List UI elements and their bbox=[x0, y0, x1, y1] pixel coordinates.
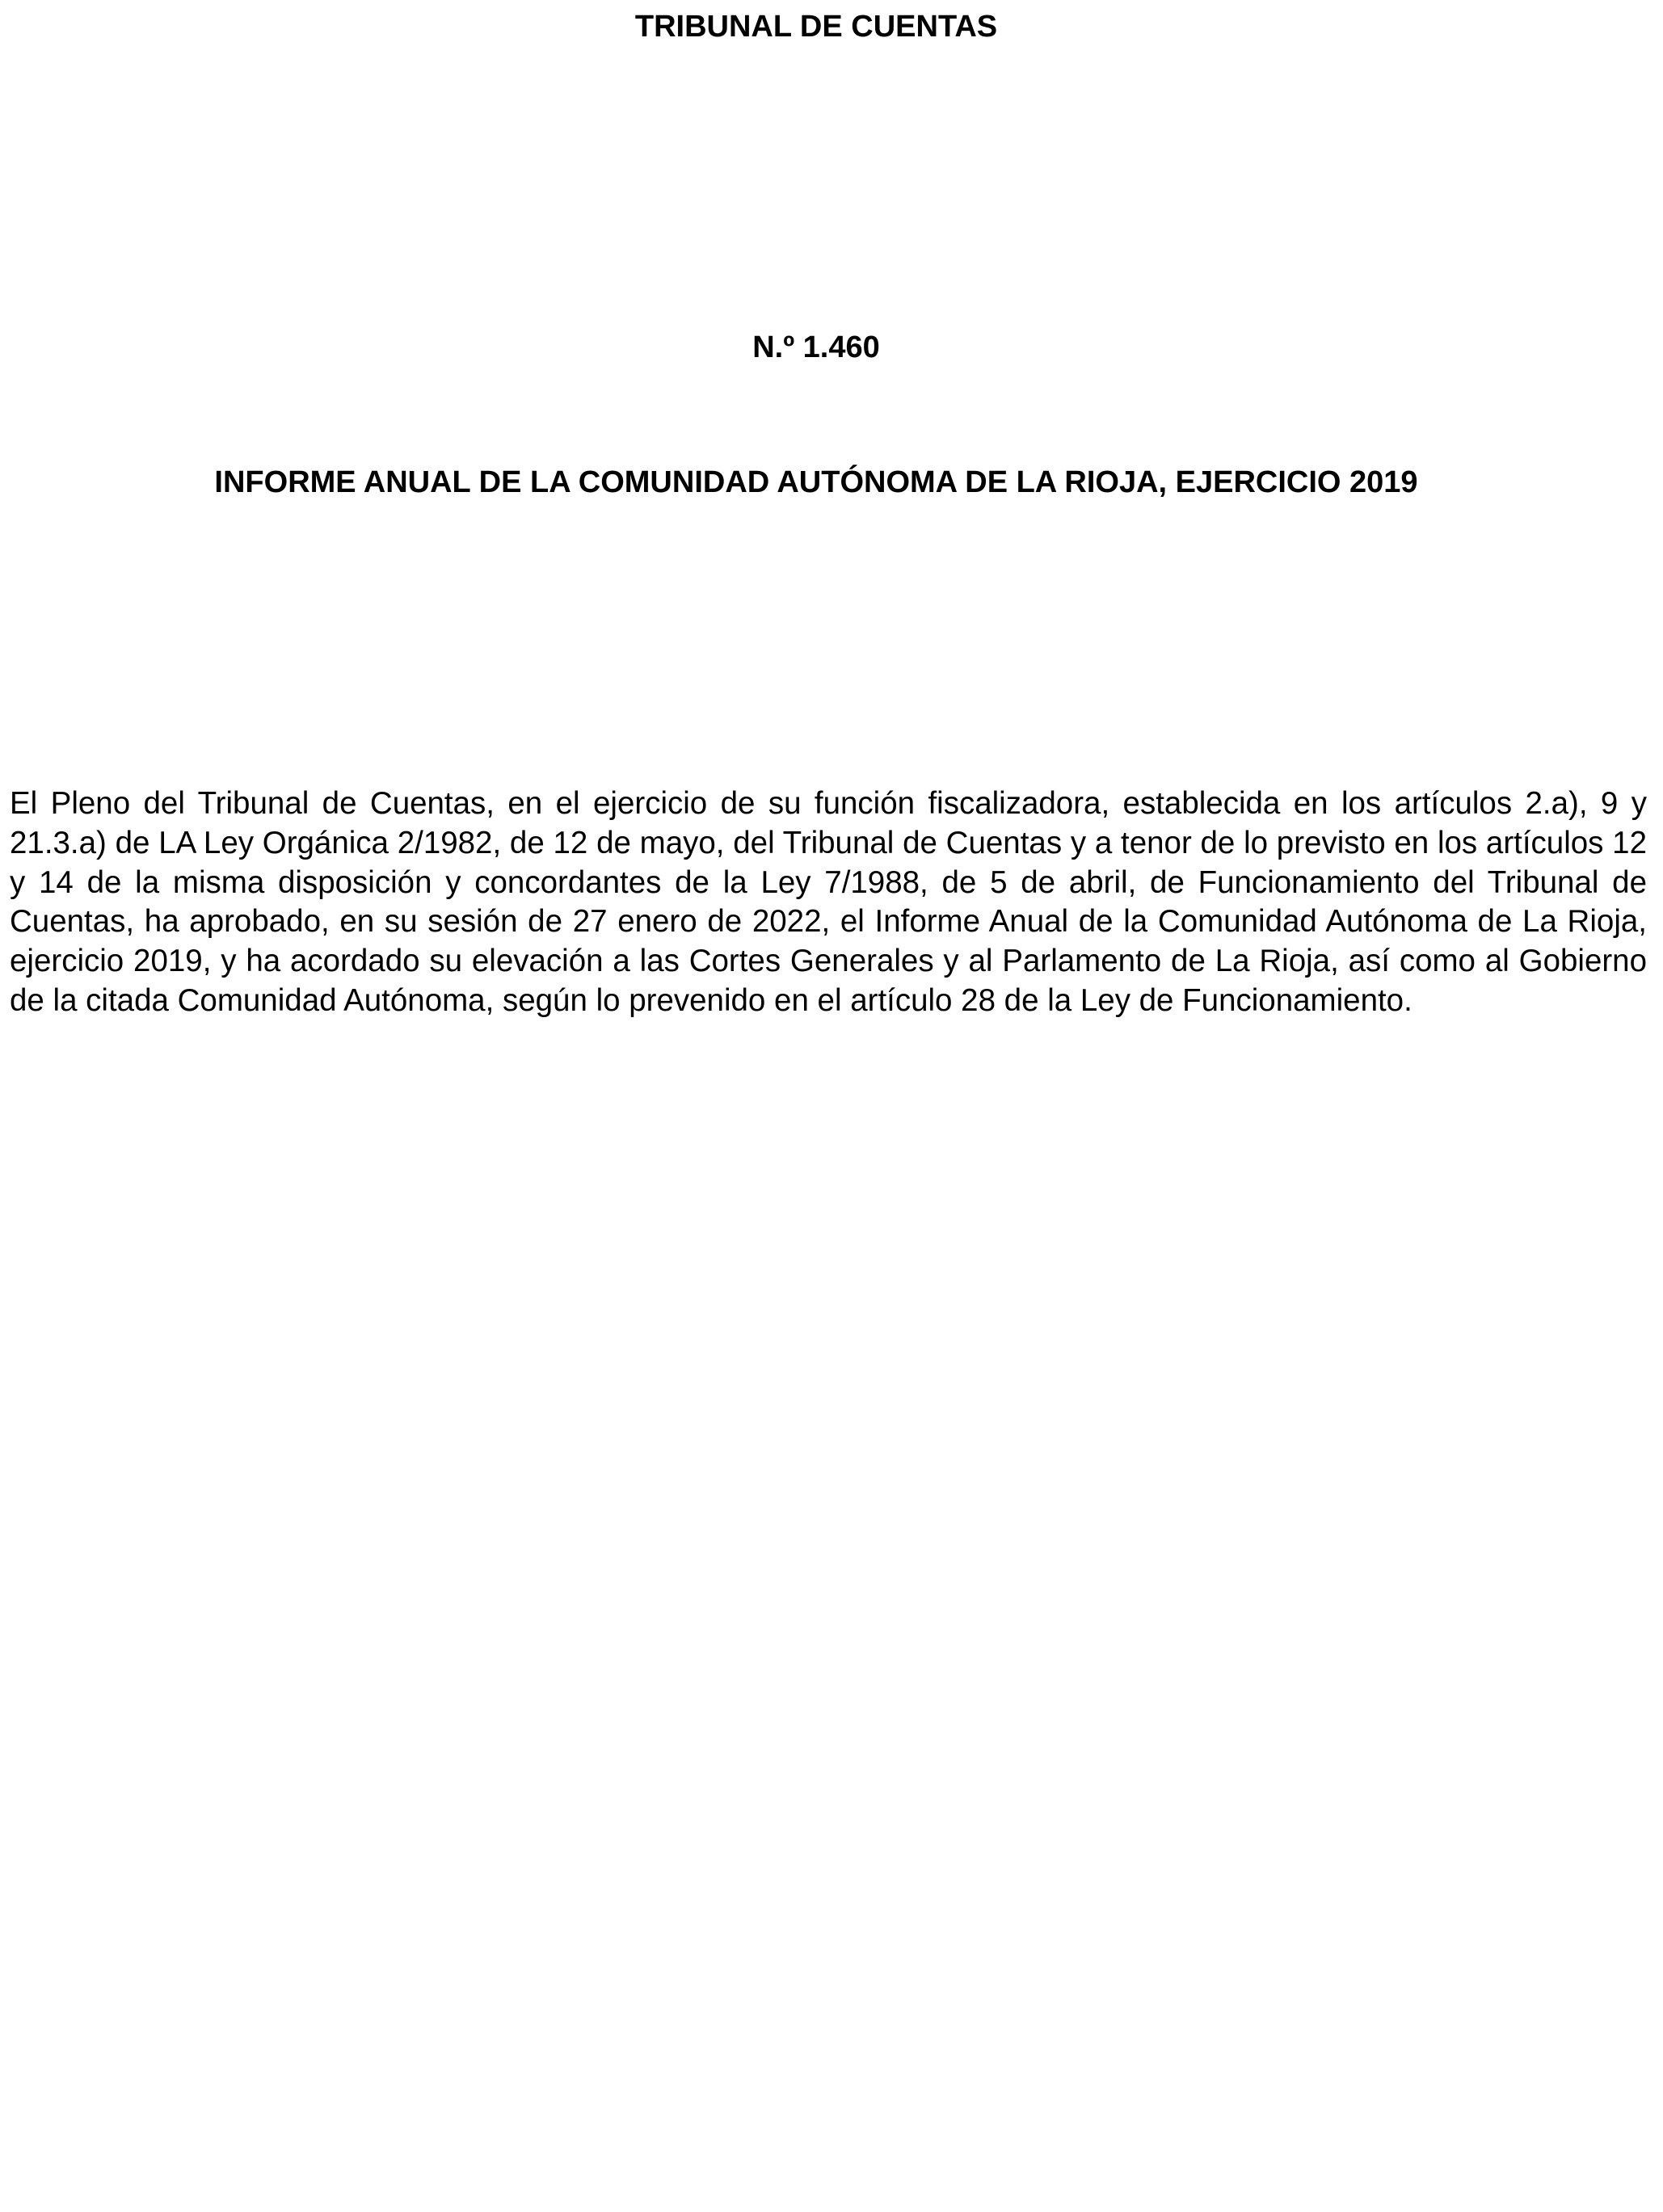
institution-header: TRIBUNAL DE CUENTAS bbox=[634, 10, 998, 44]
report-title: INFORME ANUAL DE LA COMUNIDAD AUTÓNOMA DE LA RIOJA, EJERCICIO 2019 bbox=[214, 465, 1418, 499]
approval-paragraph: El Pleno del Tribunal de Cuentas, en el ejercicio de su función fiscalizadora, establecida en los artículos 2.a), 9 y 21.3.a) de LA Ley Orgánica 2/1982, de 12 de mayo, del Tribunal de Cuentas y a tenor de lo previsto en los artículos 12 y 14 de la misma disposición y concordantes de la Ley 7/1988, de 5 de abril, de Funcionamiento del Tribunal de Cuentas, ha aprobado, en su sesión de 27 enero de 2022, el Informe Anual de la Comunidad Autónoma de La Rioja, ejercicio 2019, y ha acordado su elevación a las Cortes Generales y al Parlamento de La Rioja, así como al Gobierno de la citada Comunidad Autónoma, según lo prevenido en el artículo 28 de la Ley de Funcionamiento. bbox=[10, 786, 1647, 1018]
report-number: N.º 1.460 bbox=[752, 330, 880, 364]
